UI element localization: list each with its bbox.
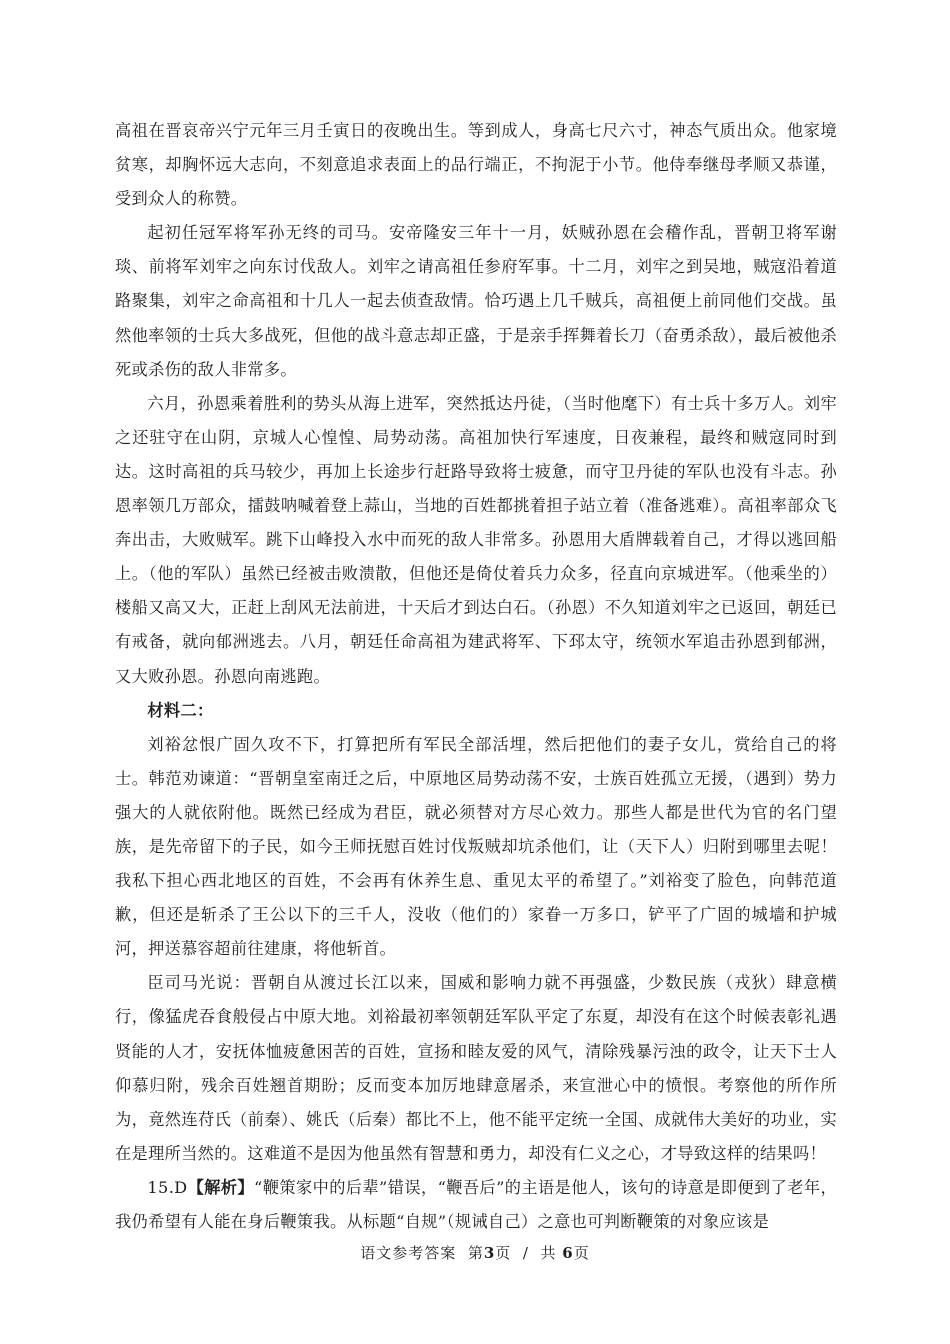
answer-15: [115, 1171, 837, 1239]
paragraph-sun-en-campaign: 六月，孙恩乘着胜利的势头从海上进军，突然抵达丹徒，（当时他麾下）有士兵十多万人。刘牢之还驻守在山阴，京城人心惶惶、局势动荡。高祖加快行军速度，日夜兼程，最终和贼寇同时到达。这时高祖的兵马较少，再加上长途步行赶路导致将士疲惫，而守卫丹徒的军队也没有斗志。孙恩率领几万部众，擂鼓呐喊着登上蒜山，当地的百姓都挑着担子站立着（准备逃难）。高祖率部众飞奔出击，大败贼军。跳下山峰投入水中而死的敌人非常多。孙恩用大盾牌载着自己，才得以逃回船上。（他的军队）虽然已经被击败溃散，但他还是倚仗着兵力众多，径直向京城进军。（他乘坐的）楼船又高又大，正赶上刮风无法前进，十天后才到达白石。（孙恩）不久知道刘牢之已返回，朝廷已有戒备，就向郁洲逃去。八月，朝廷任命高祖为建武将军、下邳太守，统领水军追击孙恩到郁洲，又大败孙恩。孙恩向南逃跑。: [115, 393, 837, 686]
paragraph-sima-guang: 臣司马光说：晋朝自从渡过长江以来，国威和影响力就不再强盛，少数民族（戎狄）肆意横行，像猛虎吞食般侵占中原大地。刘裕最初率领朝廷军队平定了东夏，却没有在这个时候表彰礼遇贤能的人才，安抚体恤疲惫困苦的百姓，宣扬和睦友爱的风气，清除残暴污浊的政令，让天下士人仰慕归附，残余百姓翘首期盼；反而变本加厉地肆意屠杀，来宣泄心中的愤恨。考察他的所作所为，竟然连苻氏（前秦）、姚氏（后秦）都比不上，他不能平定统一全国、成就伟大美好的功业，实在是理所当然的。这难道不是因为他虽然有智慧和勇力，却没有仁义之心，才导致这样的结果吗！: [115, 973, 837, 1163]
paragraph-birth: 高祖在晋哀帝兴宁元年三月壬寅日的夜晚出生。等到成人，身高七尺六寸，神态气质出众。他家境贫寒，却胸怀远大志向，不刻意追求表面上的品行端正，不拘泥于小节。他侍奉继母孝顺又恭谨，受到众人的称赞。: [115, 121, 837, 209]
material-two-heading: 材料二：: [147, 700, 214, 720]
footer-page-prefix: 第: [467, 1244, 484, 1262]
footer-total-prefix: 共: [540, 1244, 557, 1262]
footer-page-number: 3: [483, 1244, 496, 1262]
footer-subject: 语文参考答案: [360, 1244, 457, 1262]
footer-page-unit: 页: [495, 1244, 512, 1262]
paragraph-early-career: 起初任冠军将军孙无终的司马。安帝隆安三年十一月，妖贼孙恩在会稽作乱，晋朝卫将军谢琰、前将军刘牢之向东讨伐敌人。刘牢之请高祖任参府军事。十二月，刘牢之到吴地，贼寇沿着道路聚集，刘牢之命高祖和十几人一起去侦查敌情。恰巧遇上几千贼兵，高祖便上前同他们交战。虽然他率领的士兵大多战死，但他的战斗意志却正盛，于是亲手挥舞着长刀（奋勇杀敌），最后被他杀死或杀伤的敌人非常多。: [115, 223, 837, 379]
footer-separator: /: [522, 1244, 529, 1262]
page-footer: [0, 1242, 950, 1263]
answer-label: 【解析】: [187, 1177, 255, 1197]
answer-text: “鞭策家中的后辈”错误，“鞭吾后”的主语是他人，该句的诗意是即便到了老年，我仍希望有人能在身后鞭策我。从标题“自规”（规诫自己）之意也可判断鞭策的对象应该是: [115, 1177, 837, 1231]
document-body: [115, 114, 837, 1239]
answer-number: 15.D: [147, 1177, 188, 1197]
footer-total-pages: 6: [562, 1244, 574, 1262]
paragraph-guanggu: 刘裕忿恨广固久攻不下，打算把所有军民全部活埋，然后把他们的妻子女儿，赏给自己的将士。韩范劝谏道：“晋朝皇室南迁之后，中原地区局势动荡不安，士族百姓孤立无援，（遇到）势力强大的人就依附他。既然已经成为君臣，就必须替对方尽心效力。那些人都是世代为官的名门望族，是先帝留下的子民，如今王师抚慰百姓讨伐叛贼却坑杀他们，让（天下人）归附到哪里去呢！我私下担心西北地区的百姓，不会再有休养生息、重见太平的希望了。”刘裕变了脸色，向韩范道歉，但还是斩杀了王公以下的三千人，没收（他们的）家眷一万多口，铲平了广固的城墙和护城河，押送慕容超前往建康，将他斩首。: [115, 734, 837, 959]
footer-total-unit: 页: [573, 1244, 590, 1262]
